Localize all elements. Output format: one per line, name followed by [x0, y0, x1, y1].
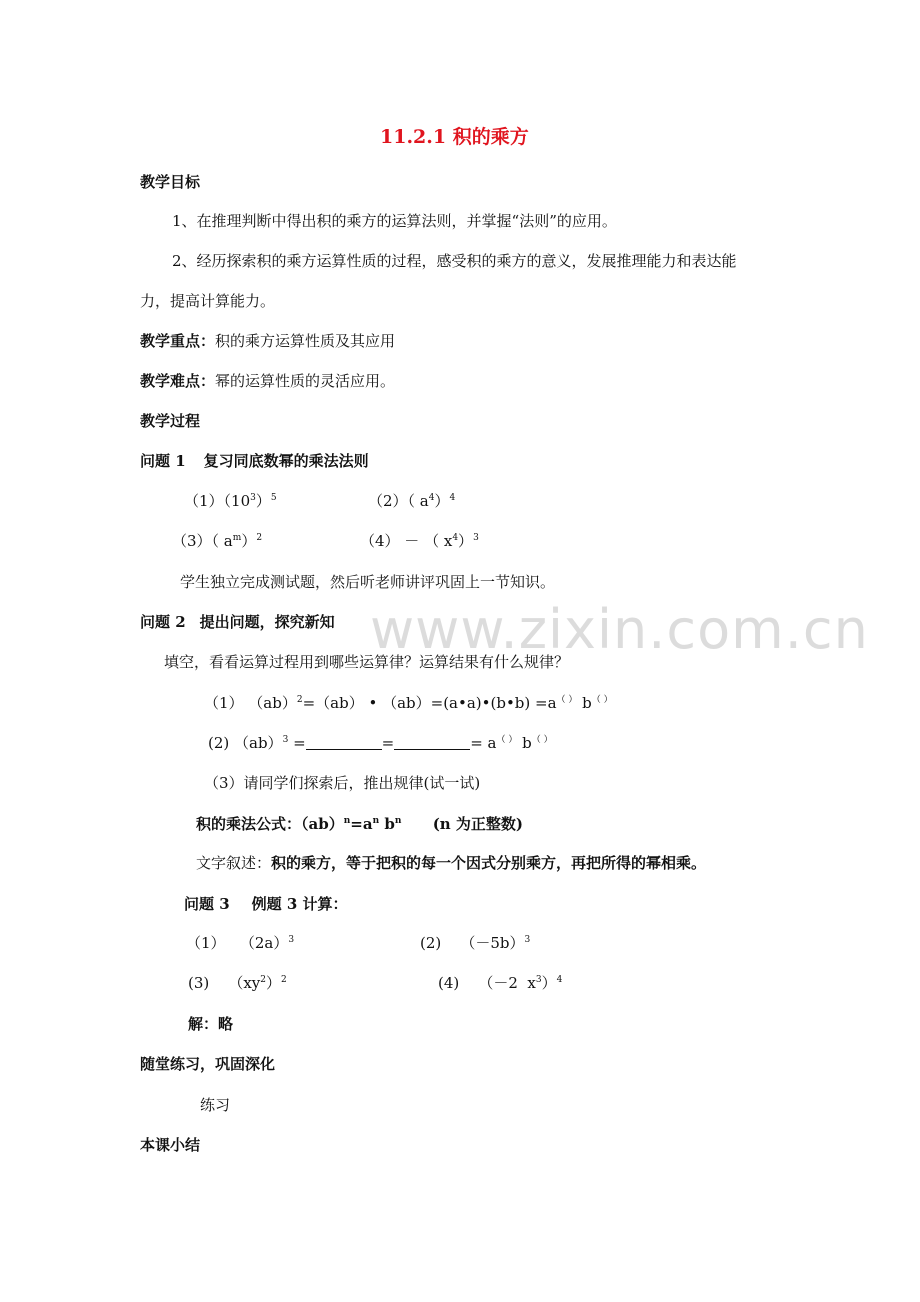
goal-item-2: 2、经历探索积的乘方运算性质的过程，感受积的乘方的意义，发展推理能力和表达能 — [172, 252, 737, 270]
q2-l2-eq2: = — [381, 734, 395, 752]
q1-e1-exp: 3 — [250, 493, 256, 503]
key-point — [140, 331, 395, 351]
q2-label: 问题 2 — [140, 613, 186, 631]
q1-e3-exp: m — [232, 533, 242, 543]
q2-l1-start: （1） （ab） — [204, 694, 297, 712]
q3-e3-lead: (3) （xy — [188, 974, 261, 992]
q1-e2-lead: （2）（ a — [368, 492, 429, 510]
description-label: 文字叙述： — [196, 854, 272, 872]
q1-exercise-1 — [184, 491, 277, 511]
q1-e3-lead: （3）（ a — [172, 532, 233, 550]
practice-heading: 随堂练习，巩固深化 — [140, 1055, 276, 1073]
q3-e2-lead: (2) （－5b） — [420, 934, 525, 952]
q3-title: 例题 3 计算： — [251, 895, 348, 913]
q2-l1-b: b — [577, 694, 592, 712]
q3-e3-paren: ） — [266, 974, 282, 992]
q1-label: 问题 1 — [140, 452, 186, 470]
q3-label: 问题 3 — [184, 895, 230, 913]
q3-exercise-2 — [420, 933, 530, 953]
q3-e4-lead: (4) （－2 x — [438, 974, 536, 992]
q3-e3-outer-exp: 2 — [281, 975, 287, 985]
formula-lead: 积的乘法公式：（ab） — [196, 815, 344, 833]
practice-text: 练习 — [200, 1096, 231, 1114]
q1-exercise-3 — [172, 531, 262, 551]
q1-e4-paren: ） — [458, 532, 474, 550]
q2-title: 提出问题，探究新知 — [199, 613, 335, 631]
goals-heading: 教学目标 — [140, 173, 201, 191]
q2-line-3: （3）请同学们探索后，推出规律(试一试) — [204, 774, 481, 792]
formula-b: b — [379, 815, 395, 833]
q1-e1-lead: （1）（10 — [184, 492, 251, 510]
formula-exp-2: n — [372, 816, 380, 826]
q2-heading — [140, 612, 335, 632]
difficulty — [140, 371, 395, 391]
q1-title: 复习同底数幂的乘法法则 — [203, 452, 369, 470]
q2-l1-blank-exp-b: （ ） — [591, 695, 613, 705]
summary-heading: 本课小结 — [140, 1136, 201, 1154]
q1-heading — [140, 451, 369, 471]
q2-l2-eq3: = a — [470, 734, 497, 752]
formula-a: =a — [350, 815, 373, 833]
q2-l2-blank-1[interactable] — [306, 735, 382, 750]
q1-e4-lead: （4） － （ x — [360, 532, 453, 550]
q1-note: 学生独立完成测试题，然后听老师讲评巩固上一节知识。 — [180, 573, 556, 591]
q1-e1-paren: ） — [255, 492, 271, 510]
difficulty-text: 幂的运算性质的灵活应用。 — [215, 372, 396, 390]
q2-line-2 — [208, 733, 553, 753]
q2-l2-exp: 3 — [282, 735, 289, 745]
page-title: 11.2.1 积的乘方 — [380, 126, 529, 148]
q3-e4-exp: 3 — [535, 975, 542, 985]
key-point-text: 积的乘方运算性质及其应用 — [215, 332, 396, 350]
q2-l2-b: b — [517, 734, 532, 752]
key-point-label: 教学重点： — [140, 332, 216, 350]
q1-e3-paren: ） — [241, 532, 257, 550]
formula-condition: (n 为正整数) — [401, 815, 524, 833]
q2-l2-blank-exp-b: （ ） — [531, 735, 553, 745]
q3-exercise-4 — [438, 973, 562, 993]
q2-l1-blank-exp-a: （ ） — [556, 695, 578, 705]
watermark: www.zixin.com.cn — [370, 598, 869, 661]
formula-exp-3: n — [394, 816, 402, 826]
q1-e4-exp: 4 — [452, 533, 459, 543]
q2-line-1 — [204, 693, 613, 713]
q3-e1-lead: （1） （2a） — [186, 934, 289, 952]
q3-solution: 解：略 — [188, 1015, 234, 1033]
q2-formula — [196, 814, 523, 834]
q1-e1-outer-exp: 5 — [270, 493, 277, 503]
q3-exercise-3 — [188, 973, 287, 993]
q2-l2-blank-exp-a: （ ） — [496, 735, 518, 745]
q1-e3-outer-exp: 2 — [256, 533, 263, 543]
q1-e4-outer-exp: 3 — [473, 533, 479, 543]
goal-item-1: 1、在推理判断中得出积的乘方的运算法则，并掌握“法则”的应用。 — [172, 212, 617, 230]
goal-item-2-continued: 力，提高计算能力。 — [140, 292, 276, 310]
q1-exercise-2 — [368, 491, 455, 511]
q2-intro: 填空，看看运算过程用到哪些运算律？运算结果有什么规律？ — [164, 653, 570, 671]
q3-e4-outer-exp: 4 — [556, 975, 563, 985]
process-heading: 教学过程 — [140, 412, 201, 430]
q3-e4-paren: ） — [541, 974, 557, 992]
q2-l2-blank-2[interactable] — [394, 735, 470, 750]
q3-e3-exp: 2 — [260, 975, 266, 985]
q2-l2-eq1: = — [288, 734, 306, 752]
difficulty-label: 教学难点： — [140, 372, 216, 390]
formula-exp-1: n — [343, 816, 351, 826]
q3-exercise-1 — [186, 933, 294, 953]
description-text: 积的乘方，等于把积的每一个因式分别乘方，再把所得的幂相乘。 — [271, 854, 707, 872]
q3-heading — [184, 894, 348, 914]
q1-e2-outer-exp: 4 — [449, 493, 456, 503]
q2-description — [196, 853, 706, 873]
q1-e2-exp: 4 — [428, 493, 435, 503]
q1-exercise-4 — [360, 531, 479, 551]
q2-l2-start: (2) （ab） — [208, 734, 283, 752]
q2-l1-expansion: =（ab） • （ab）=(a•a)•(b•b) =a — [302, 694, 557, 712]
q3-e2-exp: 3 — [524, 935, 531, 945]
q3-e1-exp: 3 — [288, 935, 295, 945]
q2-l1-exp: 2 — [296, 695, 303, 705]
q1-e2-paren: ） — [434, 492, 450, 510]
